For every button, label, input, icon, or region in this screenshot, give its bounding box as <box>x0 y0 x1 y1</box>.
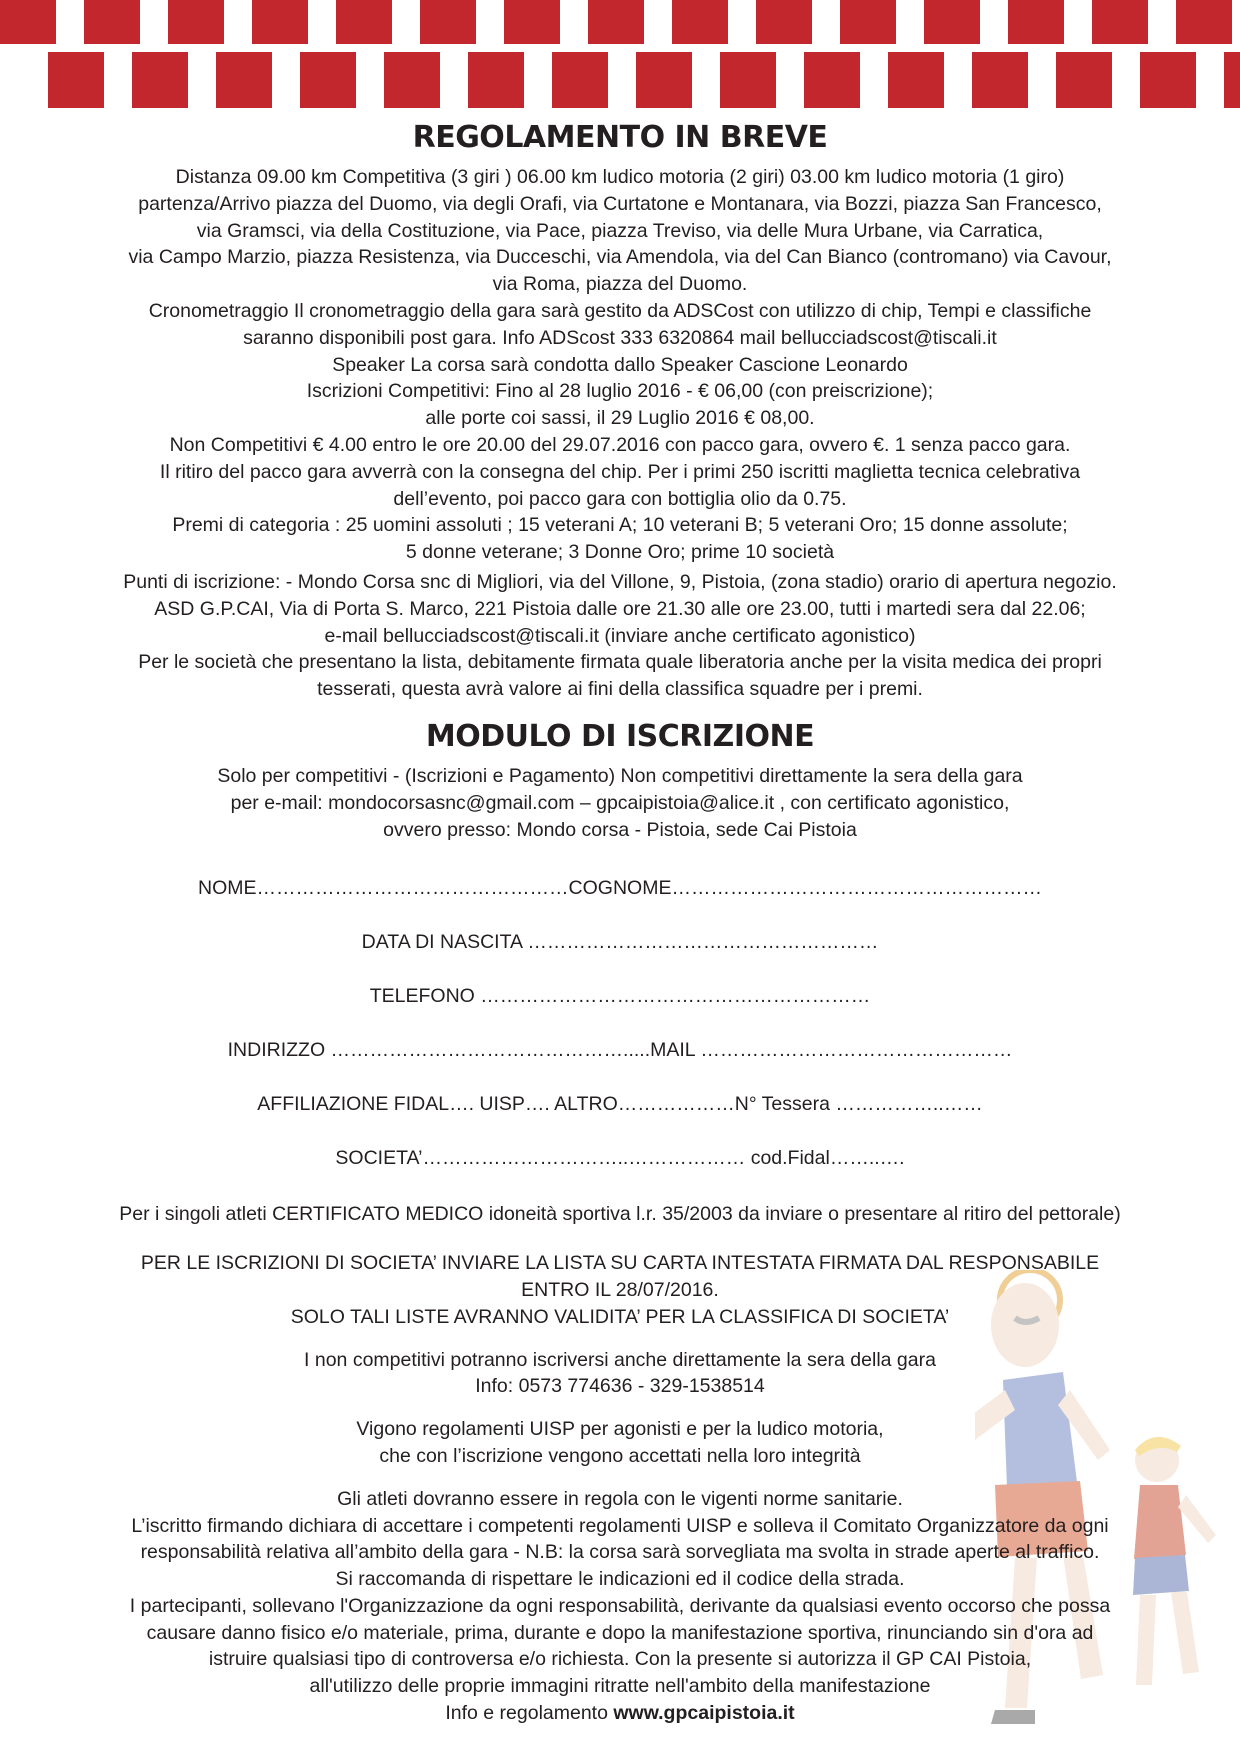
final-line: I partecipanti, sollevano l'Organizzazione da ogni responsabilità, derivante da qualsiasi evento occorso che possa <box>129 1594 1111 1617</box>
indirizzo-mail-field: INDIRIZZO ……………………………………….....MAIL ………………………………………… <box>227 1039 1013 1062</box>
regolamento-line: partenza/Arrivo piazza del Duomo, via degli Orafi, via Curtatone e Montanara, via Bozzi, piazza San Francesco, <box>138 192 1102 215</box>
uisp-line: Vigono regolamenti UISP per agonisti e per la ludico motoria, <box>356 1418 884 1441</box>
website-link[interactable]: www.gpcaipistoia.it <box>613 1702 795 1725</box>
modulo-title: MODULO DI ISCRIZIONE <box>425 718 815 754</box>
registration-form <box>0 861 1240 1185</box>
regolamento-line: 5 donne veterane; 3 Donne Oro; prime 10 società <box>405 541 835 564</box>
checker-square <box>720 52 776 108</box>
regolamento-line: Punti di iscrizione: - Mondo Corsa snc di Migliori, via del Villone, 9, Pistoia, (zona stadio) orario di apertura negozio. <box>123 570 1117 593</box>
regolamento-line: Iscrizioni Competitivi: Fino al 28 luglio 2016 - € 06,00 (con preiscrizione); <box>306 380 934 403</box>
regolamento-line: via Campo Marzio, piazza Resistenza, via Ducceschi, via Amendola, via del Can Bianco (contromano) via Cavour, <box>128 246 1112 269</box>
regolamento-line: dell’evento, poi pacco gara con bottiglia olio da 0.75. <box>393 487 847 510</box>
certificato-note: Per i singoli atleti CERTIFICATO MEDICO idoneità sportiva l.r. 35/2003 da inviare o presentare al ritiro del pettorale) <box>119 1203 1121 1226</box>
checker-square <box>588 0 644 44</box>
regolamento-title: REGOLAMENTO IN BREVE <box>412 120 828 155</box>
affiliazione-field: AFFILIAZIONE FIDAL…. UISP…. ALTRO………………N° Tessera ……………..…… <box>257 1093 983 1116</box>
non-competitivi-line: Info: 0573 774636 - 329-1538514 <box>475 1375 765 1398</box>
uisp-line: che con l’iscrizione vengono accettati nella loro integrità <box>379 1444 861 1467</box>
societa-line: ENTRO IL 28/07/2016. <box>521 1278 719 1301</box>
checker-square <box>1176 0 1232 44</box>
regolamento-line: Per le società che presentano la lista, debitamente firmata quale liberatoria anche per la visita medica dei propri <box>138 651 1102 674</box>
info-prefix: Info e regolamento <box>445 1702 614 1725</box>
final-line: Si raccomanda di rispettare le indicazioni ed il codice della strada. <box>335 1568 905 1591</box>
regolamento-line: e-mail bellucciadscost@tiscali.it (inviare anche certificato agonistico) <box>324 624 916 647</box>
regolamento-line: Non Competitivi € 4.00 entro le ore 20.00 del 29.07.2016 con pacco gara, ovvero €. 1 senza pacco gara. <box>169 433 1071 456</box>
telefono-field: TELEFONO …………………………………………………… <box>369 985 871 1008</box>
checker-square <box>0 0 56 44</box>
non-competitivi-line: I non competitivi potranno iscriversi anche direttamente la sera della gara <box>304 1348 936 1371</box>
checker-square <box>1092 0 1148 44</box>
checker-square <box>420 0 476 44</box>
nome-cognome-field: NOME…………………………………………COGNOME………………………………………………… <box>198 877 1042 900</box>
checker-square <box>504 0 560 44</box>
regolamento-text <box>0 164 1240 703</box>
final-line: responsabilità relativa all’ambito della gara - N.B: la corsa sarà sorvegliata ma svolta in strade aperte al traffico. <box>140 1541 1100 1564</box>
regolamento-line: tesserati, questa avrà valore ai fini della classifica squadre per i premi. <box>317 678 923 701</box>
intro-line: ovvero presso: Mondo corsa - Pistoia, sede Cai Pistoia <box>383 818 857 841</box>
final-line: all'utilizzo delle proprie immagini ritratte nell'ambito della manifestazione <box>309 1675 931 1698</box>
regolamento-line: Il ritiro del pacco gara avverrà con la consegna del chip. Per i primi 250 iscritti maglietta tecnica celebrativa <box>159 460 1081 483</box>
checker-square <box>168 0 224 44</box>
societa-line: SOLO TALI LISTE AVRANNO VALIDITA’ PER LA CLASSIFICA DI SOCIETA’ <box>290 1305 950 1328</box>
societa-field: SOCIETA’…………………………..……………… cod.Fidal……..…. <box>335 1147 905 1170</box>
regolamento-line: ASD G.P.CAI, Via di Porta S. Marco, 221 Pistoia dalle ore 21.30 alle ore 23.00, tutti i martedi sera dal 22.06; <box>154 597 1086 620</box>
final-line: L’iscritto firmando dichiara di accettare i competenti regolamenti UISP e solleva il Comitato Organizzatore da ogni <box>131 1514 1109 1537</box>
checker-square <box>972 52 1028 108</box>
checker-square <box>804 52 860 108</box>
checker-square <box>132 52 188 108</box>
checker-square <box>636 52 692 108</box>
info-line <box>0 1700 1240 1727</box>
intro-line: Solo per competitivi - (Iscrizioni e Pagamento) Non competitivi direttamente la sera della gara <box>217 764 1023 787</box>
checker-square <box>84 0 140 44</box>
checker-square <box>336 0 392 44</box>
regolamento-line: Distanza 09.00 km Competitiva (3 giri ) 06.00 km ludico motoria (2 giri) 03.00 km ludico motoria (1 giro) <box>175 166 1065 188</box>
checker-square <box>252 0 308 44</box>
notes <box>0 1201 1240 1727</box>
checker-square <box>672 0 728 44</box>
checker-square <box>756 0 812 44</box>
checker-square <box>1008 0 1064 44</box>
data-nascita-field: DATA DI NASCITA ……………………………………………… <box>361 931 879 954</box>
checker-square <box>1140 52 1196 108</box>
regolamento-line: alle porte coi sassi, il 29 Luglio 2016 € 08,00. <box>425 407 815 430</box>
modulo-intro <box>0 763 1240 843</box>
final-line: istruire qualsiasi tipo di controversa e/o richiesta. Con la presente si autorizza il GP CAI Pistoia, <box>208 1648 1032 1671</box>
regolamento-line: via Gramsci, via della Costituzione, via Pace, piazza Treviso, via delle Mura Urbane, via Carratica, <box>196 219 1044 242</box>
final-line: causare danno fisico e/o materiale, prima, durante e dopo la manifestazione sportiva, rinunciando sin d'ora ad <box>146 1621 1094 1644</box>
regolamento-line: saranno disponibili post gara. Info ADScost 333 6320864 mail bellucciadscost@tiscali.it <box>243 326 997 349</box>
checker-square <box>1224 52 1240 108</box>
checker-square <box>552 52 608 108</box>
final-line: Gli atleti dovranno essere in regola con le vigenti norme sanitarie. <box>337 1487 903 1510</box>
regolamento-line: Premi di categoria : 25 uomini assoluti ; 15 veterani A; 10 veterani B; 5 veterani Oro; 15 donne assolute; <box>172 514 1068 537</box>
checker-square <box>300 52 356 108</box>
checker-square <box>468 52 524 108</box>
checker-square <box>888 52 944 108</box>
checker-square <box>840 0 896 44</box>
checker-square <box>384 52 440 108</box>
intro-line: per e-mail: mondocorsasnc@gmail.com – gpcaipistoia@alice.it , con certificato agonistico, <box>230 791 1010 814</box>
regolamento-line: Speaker La corsa sarà condotta dallo Speaker Cascione Leonardo <box>332 353 908 376</box>
regolamento-line: via Roma, piazza del Duomo. <box>492 273 748 296</box>
checker-square <box>216 52 272 108</box>
checkered-flag-border-icon <box>0 0 1240 110</box>
checker-square <box>1056 52 1112 108</box>
checker-square <box>48 52 104 108</box>
regolamento-line: Cronometraggio Il cronometraggio della gara sarà gestito da ADSCost con utilizzo di chip, Tempi e classifiche <box>148 299 1092 322</box>
societa-line: PER LE ISCRIZIONI DI SOCIETA’ INVIARE LA LISTA SU CARTA INTESTATA FIRMATA DAL RESPONSABILE <box>140 1252 1100 1275</box>
checker-square <box>924 0 980 44</box>
